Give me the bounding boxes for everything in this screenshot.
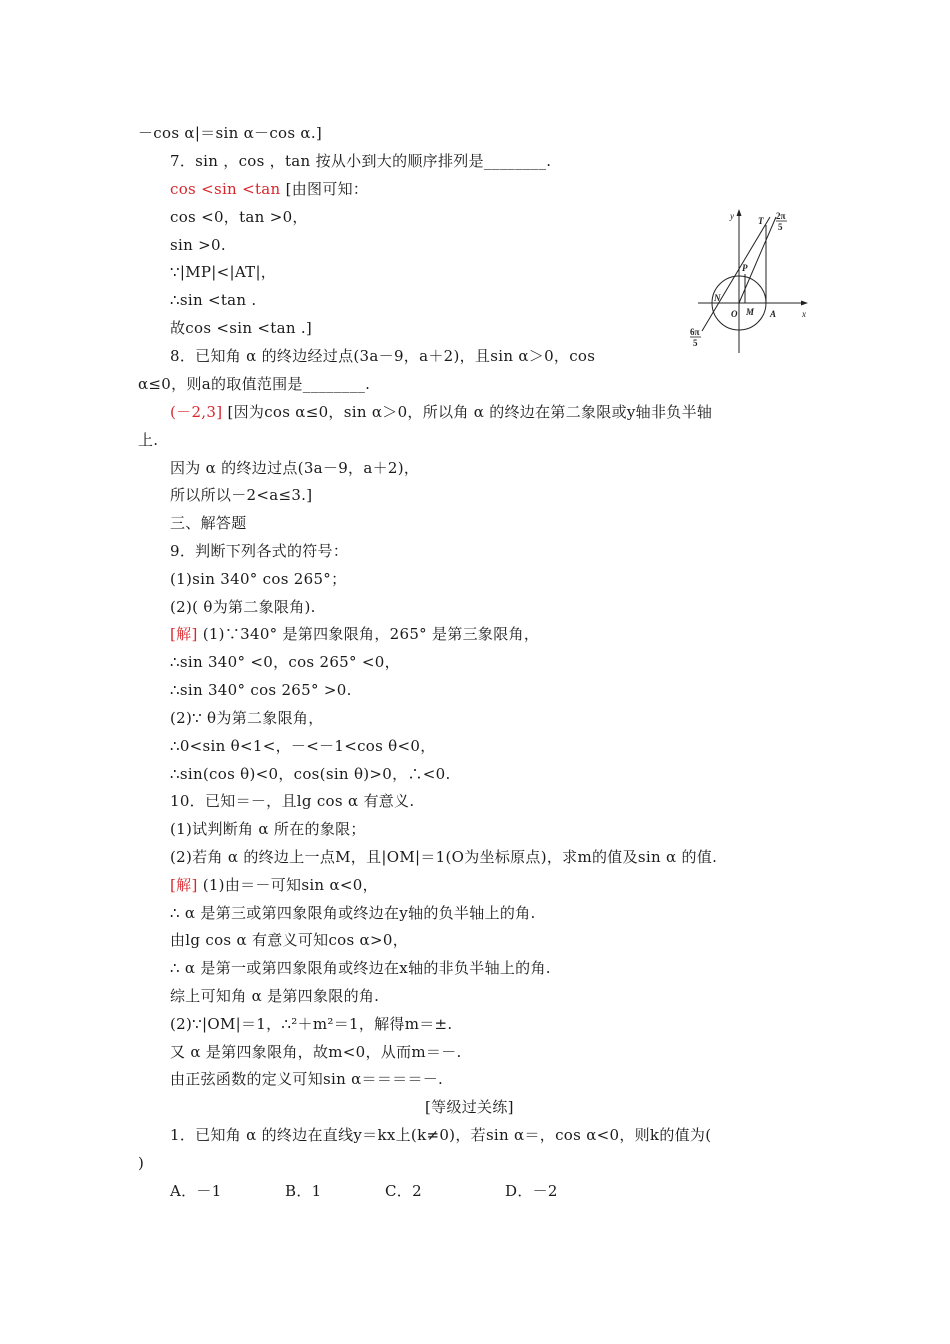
text-line: ∴ α 是第三或第四象限角或终边在y轴的负半轴上的角. [170, 904, 536, 922]
text-line: ∴sin <tan . [170, 291, 257, 309]
option-b: B．1 [285, 1182, 322, 1200]
text-line: (2)∵ θ为第二象限角， [170, 709, 324, 727]
y-label: y [730, 211, 734, 221]
x-axis-arrow [801, 301, 808, 306]
solution-marker: [解] [170, 625, 198, 643]
text-line: 上. [138, 431, 159, 449]
question-8: 8．已知角 α 的终边经过点(3a－9，a＋2)，且sin α＞0，cos [170, 347, 596, 365]
text-line: ) [138, 1154, 145, 1172]
unit-circle-figure [690, 205, 820, 357]
section-heading: 三、解答题 [170, 514, 247, 532]
text-line: ∴sin 340° <0，cos 265° <0， [170, 653, 400, 671]
N-label: N [714, 293, 721, 303]
text-line: 由正弦函数的定义可知sin α＝＝＝＝－. [170, 1070, 444, 1088]
text-line: ∴0<sin θ<1<，－<－1<cos θ<0， [170, 737, 436, 755]
text-line: [解] (1)∵340° 是第四象限角，265° 是第三象限角， [170, 625, 540, 643]
text-line: 故cos <sin <tan .] [170, 319, 313, 337]
text-line: 又 α 是第四象限角，故m<0，从而m＝－. [170, 1043, 462, 1061]
text-line: ∴sin(cos θ)<0，cos(sin θ)>0，∴<0. [170, 765, 451, 783]
question-1: 1．已知角 α 的终边在直线y＝kx上(k≠0)，若sin α＝，cos α<0，则k的值为( [170, 1126, 712, 1144]
answer-8: (－2,3] [170, 403, 223, 421]
text-line: －cos α|＝sin α－cos α.] [138, 124, 323, 142]
angle-bottom-den: 5 [693, 338, 698, 348]
text-line: sin >0. [170, 236, 226, 254]
section-title: [等级过关练] [425, 1098, 514, 1116]
text-line: (2)若角 α 的终边上一点M，且|OM|＝1(O为坐标原点)，求m的值及sin α 的值. [170, 848, 718, 866]
text-line: α≤0，则a的取值范围是________. [138, 375, 371, 393]
text-line: 综上可知角 α 是第四象限的角. [170, 987, 380, 1005]
text-line: 因为 α 的终边过点(3a－9，a＋2)， [170, 459, 420, 477]
text-line [170, 402, 712, 422]
answer-7: cos <sin <tan [170, 180, 281, 198]
explanation: [因为cos α≤0，sin α＞0，所以角 α 的终边在第二象限或y轴非负半轴 [227, 403, 713, 421]
question-10: 10．已知＝－，且lg cos α 有意义. [170, 792, 415, 810]
angle-top-den: 5 [778, 222, 783, 232]
M-label: M [746, 307, 755, 317]
angle-bottom-num: 6π [690, 327, 700, 337]
y-axis-arrow [737, 209, 742, 216]
option-a: A．－1 [170, 1182, 222, 1200]
text-line: ∵|MP|<|AT|， [170, 263, 277, 281]
text-line: (2)( θ为第二象限角). [170, 598, 316, 616]
question-9: 9．判断下列各式的符号： [170, 542, 349, 560]
text-line: (1)sin 340° cos 265°； [170, 570, 347, 588]
text-line: ∴sin 340° cos 265° >0. [170, 681, 352, 699]
text-line: cos <0，tan >0， [170, 208, 308, 226]
P-label: P [742, 263, 748, 273]
O-label: O [731, 309, 738, 319]
question-7: 7．sin ，cos ，tan 按从小到大的顺序排列是________. [170, 152, 552, 170]
option-d: D．－2 [505, 1182, 558, 1200]
text-line: [解] (1)由＝－可知sin α<0， [170, 876, 378, 894]
text-line: (1)试判断角 α 所在的象限； [170, 820, 366, 838]
T-label: T [758, 216, 764, 226]
text-line: 所以所以－2<a≤3.] [170, 486, 313, 504]
option-c: C．2 [385, 1182, 422, 1200]
text-line: (2)∵|OM|＝1，∴²＋m²＝1，解得m＝±. [170, 1015, 453, 1033]
solution-marker: [解] [170, 876, 198, 894]
angle-top-num: 2π [776, 211, 786, 221]
text-line: 由lg cos α 有意义可知cos α>0， [170, 931, 409, 949]
explanation: [由图可知： [285, 180, 369, 198]
A-label: A [770, 309, 777, 319]
text-line [170, 179, 368, 199]
text-line: ∴ α 是第一或第四象限角或终边在x轴的非负半轴上的角. [170, 959, 551, 977]
x-label: x [802, 309, 806, 319]
